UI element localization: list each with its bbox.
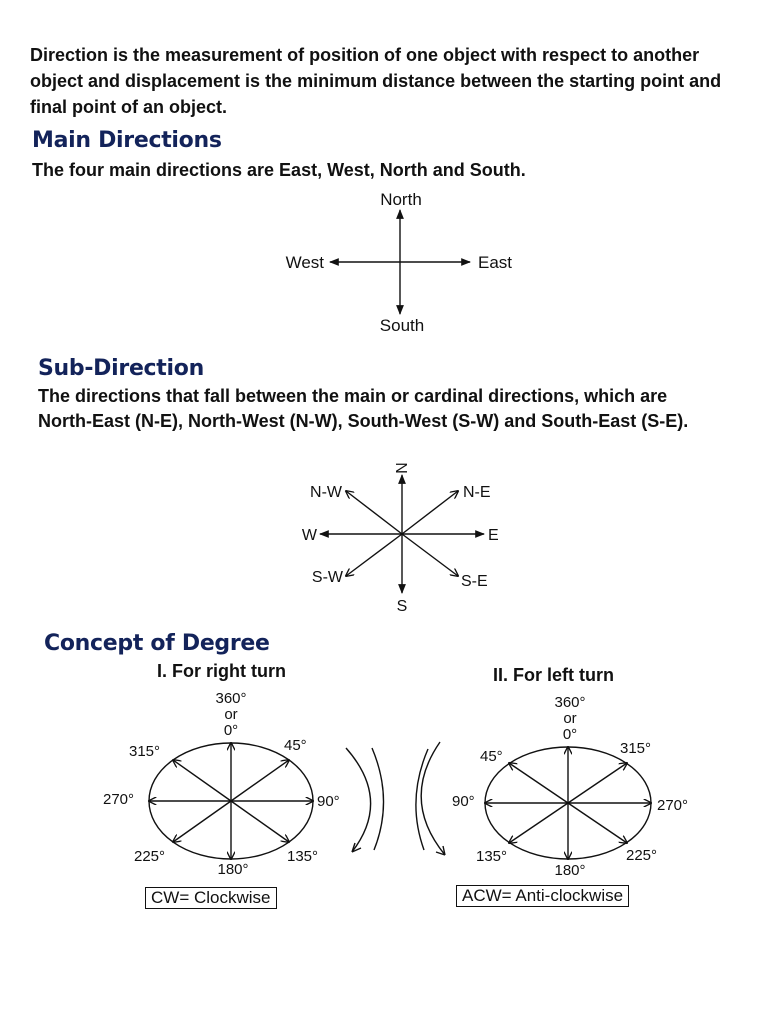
north-label: North [380, 190, 422, 209]
sub-direction-heading: Sub-Direction [38, 356, 204, 381]
sw-label: S-W [311, 569, 343, 586]
clockwise-caption: CW= Clockwise [145, 887, 277, 909]
main-directions-diagram [330, 210, 470, 314]
west-label: West [285, 253, 324, 272]
sub-direction-diagram [320, 475, 484, 593]
right-225-label: 225° [134, 848, 166, 865]
clockwise-arc-right [372, 748, 384, 850]
left-270-label: 270° [657, 797, 689, 814]
clockwise-circle-diagram [149, 743, 384, 859]
clockwise-arc-left [346, 748, 371, 852]
right-top-or-label: or [224, 706, 238, 723]
left-top-360-label: 360° [554, 694, 586, 711]
right-315-label: 315° [129, 743, 161, 760]
main-directions-heading: Main Directions [32, 128, 222, 153]
right-180-label: 180° [217, 861, 249, 878]
left-top-or-label: or [563, 710, 577, 727]
left-turn-title: II. For left turn [493, 665, 614, 685]
concept-of-degree-heading: Concept of Degree [44, 631, 270, 656]
nw-label: N-W [310, 484, 342, 501]
e-label: E [488, 527, 499, 544]
se-arrow [402, 534, 458, 576]
sw-arrow [346, 534, 402, 576]
east-label: East [478, 253, 513, 272]
w-label: W [301, 527, 317, 544]
s-label: S [396, 598, 408, 615]
left-225-label: 225° [626, 847, 658, 864]
sub-direction-text: The directions that fall between the main or cardinal directions, which are North-East (N-E), North-West (N-W), South-West (S-W) and South-East (S-E). [38, 386, 689, 431]
south-label: South [379, 316, 425, 335]
right-turn-title: I. For right turn [157, 661, 286, 681]
left-315-label: 315° [620, 740, 652, 757]
ne-arrow [402, 491, 458, 534]
right-top-0-label: 0° [223, 722, 239, 739]
left-top-0-label: 0° [562, 726, 578, 743]
left-180-label: 180° [554, 862, 586, 879]
left-45-label: 45° [480, 748, 503, 765]
intro-paragraph: Direction is the measurement of position of one object with respect to another object and displacement is the minimum distance between the starting point and final point of an object. [30, 45, 722, 117]
right-135-label: 135° [287, 848, 319, 865]
right-top-360-label: 360° [215, 690, 247, 707]
anticlockwise-caption: ACW= Anti-clockwise [456, 885, 629, 907]
right-45-label: 45° [284, 737, 307, 754]
right-270-label: 270° [103, 791, 135, 808]
left-90-label: 90° [452, 793, 475, 810]
nw-arrow [346, 491, 402, 534]
n-label: N [392, 462, 409, 474]
left-135-label: 135° [476, 848, 508, 865]
main-directions-text: The four main directions are East, West, North and South. [32, 160, 526, 180]
right-90-label: 90° [317, 793, 340, 810]
se-label: S-E [461, 573, 488, 590]
ne-label: N-E [463, 484, 491, 501]
